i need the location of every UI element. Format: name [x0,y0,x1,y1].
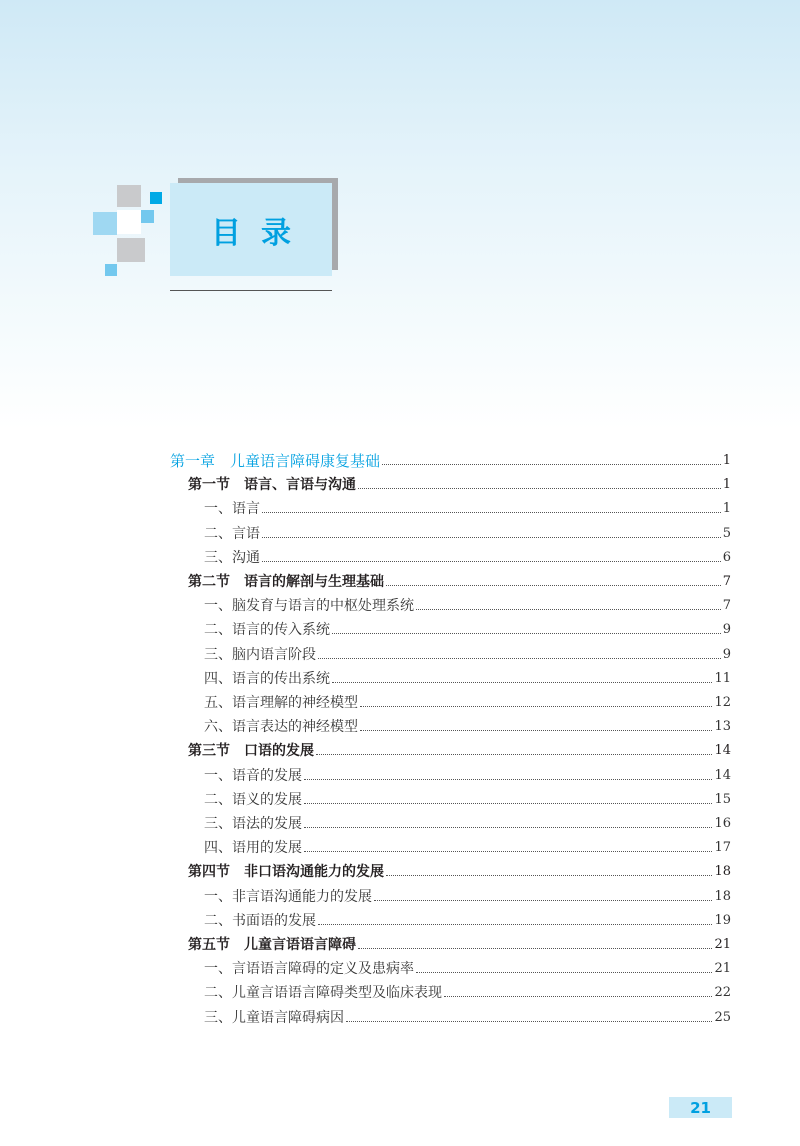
toc-entry-label: 三、儿童语言障碍病因 [204,1010,344,1026]
toc-entry-label: 六、语言表达的神经模型 [204,719,358,735]
toc-entry-page: 15 [714,792,731,807]
toc-entry-page: 13 [714,719,731,734]
toc-item-row[interactable] [204,523,731,543]
toc-item-row[interactable] [204,668,731,688]
toc-entry-page: 1 [722,501,731,516]
toc-leader-dots [304,802,712,804]
toc-chapter-row[interactable] [170,450,731,470]
toc-leader-dots [304,778,712,780]
toc-entry-label: 一、言语语言障碍的定义及患病率 [204,961,414,977]
toc-leader-dots [358,947,712,949]
toc-entry-page: 21 [714,937,731,952]
title-underline [170,290,332,291]
toc-leader-dots [382,463,721,465]
toc-entry-label: 第四节 非口语沟通能力的发展 [188,864,384,880]
toc-entry-page: 5 [722,526,731,541]
toc-leader-dots [386,584,721,586]
toc-item-row[interactable] [204,595,731,615]
toc-entry-page: 7 [722,574,731,589]
toc-leader-dots [318,657,721,659]
toc-leader-dots [360,729,712,731]
toc-entry-label: 三、脑内语言阶段 [204,647,316,663]
toc-entry-label: 二、语义的发展 [204,792,302,808]
toc-entry-page: 1 [722,453,731,468]
toc-leader-dots [386,874,712,876]
toc-leader-dots [318,923,712,925]
toc-section-row[interactable] [188,474,731,494]
toc-section-row[interactable] [188,740,731,760]
toc-entry-label: 二、言语 [204,526,260,542]
toc-section-row[interactable] [188,934,731,954]
toc-entry-page: 11 [714,671,731,686]
toc-entry-page: 6 [722,550,731,565]
toc-entry-label: 第一节 语言、言语与沟通 [188,477,356,493]
toc-entry-label: 一、脑发育与语言的中枢处理系统 [204,598,414,614]
toc-leader-dots [262,511,721,513]
toc-entry-page: 19 [714,913,731,928]
toc-item-row[interactable] [204,886,731,906]
toc-leader-dots [374,899,712,901]
toc-leader-dots [332,681,712,683]
toc-section-row[interactable] [188,861,731,881]
toc-item-row[interactable] [204,1007,731,1027]
toc-entry-label: 五、语言理解的神经模型 [204,695,358,711]
toc-item-row[interactable] [204,547,731,567]
toc-entry-label: 第一章 儿童语言障碍康复基础 [170,452,381,470]
page-number-badge [669,1097,732,1118]
toc-entry-label: 一、语言 [204,501,260,517]
toc-entry-page: 25 [714,1010,731,1025]
toc-entry-page: 17 [714,840,731,855]
toc-entry-label: 第二节 语言的解剖与生理基础 [188,574,384,590]
toc-item-row[interactable] [204,619,731,639]
toc-entry-page: 7 [722,598,731,613]
decor-square [150,192,162,204]
toc-entry-label: 四、语用的发展 [204,840,302,856]
toc-entry-page: 1 [722,477,731,492]
toc-item-row[interactable] [204,910,731,930]
toc-entry-page: 14 [714,768,731,783]
decor-square [117,185,141,207]
toc-entry-page: 18 [714,864,731,879]
toc-entry-page: 22 [714,985,731,1000]
toc-entry-label: 第五节 儿童言语语言障碍 [188,937,356,953]
toc-entry-page: 16 [714,816,731,831]
toc-leader-dots [416,608,721,610]
toc-leader-dots [360,705,712,707]
toc-leader-dots [262,560,721,562]
toc-entry-label: 三、语法的发展 [204,816,302,832]
toc-leader-dots [416,971,712,973]
toc-entry-label: 二、书面语的发展 [204,913,316,929]
toc-section-row[interactable] [188,571,731,591]
decor-square [93,212,117,235]
toc-leader-dots [262,536,721,538]
toc-leader-dots [332,632,721,634]
toc-item-row[interactable] [204,765,731,785]
toc-entry-label: 四、语言的传出系统 [204,671,330,687]
toc-item-row[interactable] [204,958,731,978]
toc-item-row[interactable] [204,644,731,664]
toc-item-row[interactable] [204,789,731,809]
toc-item-row[interactable] [204,498,731,518]
decor-square [141,210,154,223]
toc-entry-page: 21 [714,961,731,976]
decor-square [117,238,145,262]
toc-entry-label: 二、语言的传入系统 [204,622,330,638]
toc-entry-page: 12 [714,695,731,710]
decor-square [117,210,141,234]
title-box [170,183,332,276]
toc-entry-label: 一、语音的发展 [204,768,302,784]
toc-entry-page: 14 [714,743,731,758]
toc-item-row[interactable] [204,716,731,736]
toc-entry-page: 9 [722,647,731,662]
toc-leader-dots [304,826,712,828]
toc-item-row[interactable] [204,982,731,1002]
toc-item-row[interactable] [204,837,731,857]
toc-entry-label: 二、儿童言语语言障碍类型及临床表现 [204,985,442,1001]
decor-square [105,264,117,276]
toc-entry-label: 三、沟通 [204,550,260,566]
toc-item-row[interactable] [204,692,731,712]
toc-entry-label: 一、非言语沟通能力的发展 [204,889,372,905]
toc-entry-page: 18 [714,889,731,904]
toc-entry-label: 第三节 口语的发展 [188,743,314,759]
page-title: 目录 [211,215,311,251]
toc-entry-page: 9 [722,622,731,637]
toc-item-row[interactable] [204,813,731,833]
toc-leader-dots [358,487,721,489]
toc-leader-dots [304,850,712,852]
toc-leader-dots [346,1020,712,1022]
toc-leader-dots [444,995,712,997]
toc-leader-dots [316,753,712,755]
page-number: 21 [690,1098,711,1117]
